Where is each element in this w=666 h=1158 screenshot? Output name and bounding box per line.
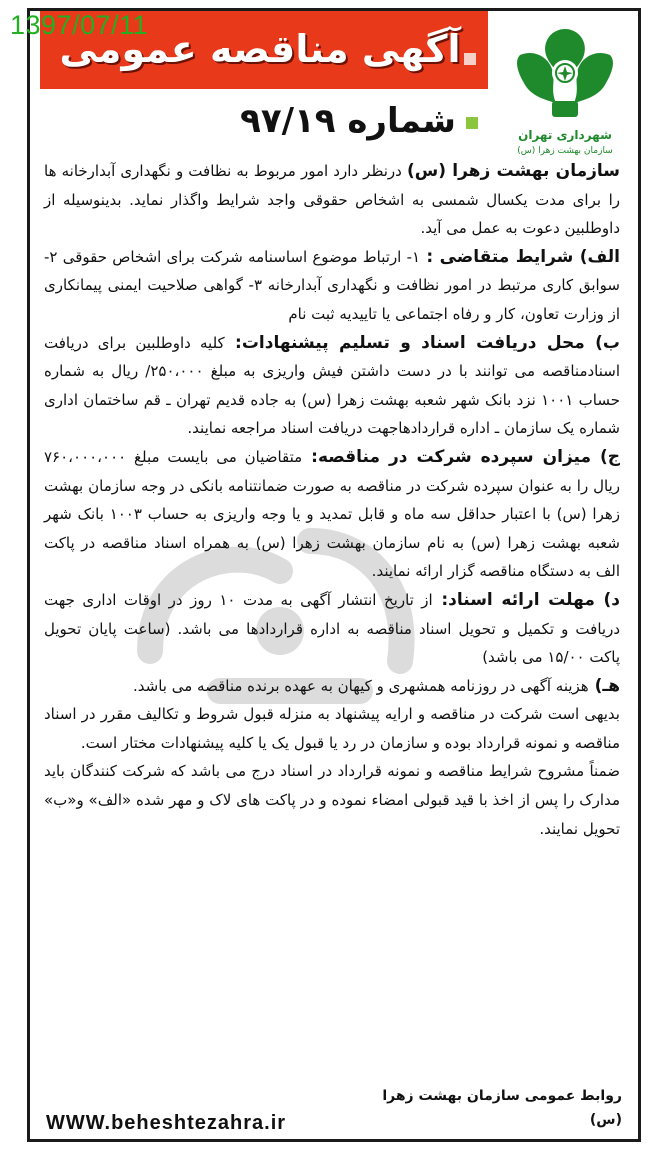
section-d xyxy=(44,586,620,672)
intro-text: درنظر دارد امور مربوط به نظافت و نگهداری آبدارخانه ها را برای مدت یکسال شمسی به اشخاص حقوقی واجد شرایط واگذار نماید. بدینوسیله از داوطلبین دعوت به عمل می آید. xyxy=(44,162,620,238)
section-b xyxy=(44,329,620,443)
ad-number-text: شماره ۹۷/۱۹ xyxy=(240,101,456,141)
section-d-title: د) مهلت ارائه اسناد: xyxy=(432,589,621,610)
section-a xyxy=(44,243,620,329)
signature: روابط عمومی سازمان بهشت زهرا (س) xyxy=(382,1088,622,1128)
section-a-title: الف) شرایط متقاضی : xyxy=(420,246,621,267)
logo-name: شهرداری تهران xyxy=(518,128,612,142)
ad-frame xyxy=(27,8,641,1142)
header-dot xyxy=(464,53,476,65)
section-c-title: ج) میزان سپرده شرکت در مناقصه: xyxy=(302,446,620,467)
municipality-logo xyxy=(500,15,630,165)
section-b-title: ب) محل دریافت اسناد و تسلیم پیشنهادات: xyxy=(224,332,620,353)
green-square-icon xyxy=(466,117,478,129)
ad-body xyxy=(44,157,620,843)
logo-caption xyxy=(500,127,630,159)
ad-title: آگهی مناقصه عمومی xyxy=(59,27,461,71)
section-e-title: هـ) xyxy=(588,675,620,696)
paragraph-documents: ضمناً مشروح شرایط مناقصه و نمونه قرارداد در اسناد درج می باشد که شرکت کنندگان باید مدارک را پس از اخذ با قید قبولی امضاء نموده و در پاکت های لاک و مهر شده «الف» و«ب» تحویل نمایند. xyxy=(44,762,620,838)
section-a-text: ۱- ارتباط موضوع اساسنامه شرکت برای اشخاص حقوقی ۲- سوابق کاری مرتبط در امور نظافت و نگهداری آبدارخانه ۳- گواهی صلاحیت ایمنی پیمانکاری از وزارت تعاون، کار و رفاه اجتماعی یا تاییدیه ثبت نام xyxy=(44,247,620,323)
tehran-municipality-icon xyxy=(500,15,630,125)
section-c xyxy=(44,443,620,586)
logo-subtitle: سازمان بهشت زهرا (س) xyxy=(517,146,613,156)
date-stamp: 1397/07/11 xyxy=(10,10,149,40)
section-e-text: هزینه آگهی در روزنامه همشهری و کیهان به عهده برنده مناقصه می باشد. xyxy=(133,676,589,695)
section-b-text: کلیه داوطلبین برای دریافت اسنادمناقصه می توانند با در دست داشتن فیش واریزی به مبلغ ۲۵۰،۰۰۰/ ریال به شماره حساب ۱۰۰۱ نزد بانک شهر شعبه بهشت زهرا (س) به جاده قدیم تهران ـ قم ساختمان اداری شماره یک سازمان ـ اداره قراردادهاجهت دریافت اسناد مراجعه نمایند. xyxy=(44,333,620,438)
intro-paragraph xyxy=(44,157,620,243)
section-d-text: از تاریخ انتشار آگهی به مدت ۱۰ روز در اوقات اداری جهت دریافت و تکمیل و تحویل اسناد مناقصه به اداره قراردادها می باشد. (ساعت پایان تحویل پاکت ۱۵/۰۰ می باشد) xyxy=(44,590,620,667)
ad-number xyxy=(58,95,478,147)
intro-org: سازمان بهشت زهرا (س) xyxy=(406,161,620,181)
section-e xyxy=(44,672,620,701)
section-c-text: متقاضیان می بایست مبلغ ۷۶۰،۰۰۰،۰۰۰ ریال را به عنوان سپرده شرکت در مناقصه به صورت ضمانتنامه بانکی در وجه سازمان بهشت زهرا (س) با اعتبار حداقل سه ماه و قابل تمدید و یا وجه واریزی به حساب ۱۰۰۳ بانک شهر شعبه بهشت زهرا (س) به نام سازمان بهشت زهرا (س) به همراه اسناد مناقصه در پاکت الف به دستگاه مناقصه گزار ارائه نمایند. xyxy=(44,447,621,581)
paragraph-terms: بدیهی است شرکت در مناقصه و ارایه پیشنهاد به منزله قبول شروط و تکالیف مقرر در اسناد مناقصه و نمونه قرارداد بوده و سازمان در رد یا قبول یک یا کلیه پیشنهادات مختار است. xyxy=(44,705,620,752)
website-link[interactable]: WWW.beheshtezahra.ir xyxy=(46,1112,287,1134)
